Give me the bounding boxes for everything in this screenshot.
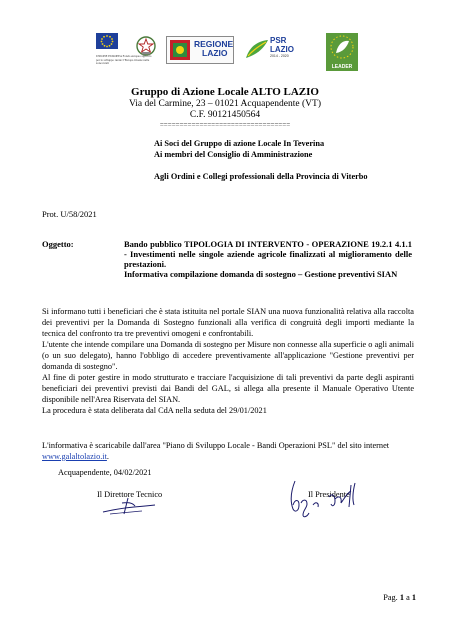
subject-text-2: Informativa compilazione domanda di sostegno – Gestione preventivi SIAN — [124, 269, 398, 279]
body-paragraph-4: La procedura è stata deliberata dal CdA nella seduta del 29/01/2021 — [42, 406, 267, 415]
addressee-1: Ai Soci del Gruppo di azione Locale In Teverina — [154, 139, 325, 148]
addressees — [154, 139, 368, 183]
leader-label: LEADER — [331, 64, 353, 70]
regione-lazio-logo — [166, 36, 234, 64]
info-paragraph — [42, 440, 414, 462]
emblem-icon — [136, 35, 156, 57]
body-paragraph-1: Si informano tutti i beneficiari che è stata istituita nel portale SIAN una nuova funzionalità relativa alla raccolta dei preventivi per la Domanda di Sostegno funzionali alla verifica di congruità degli importi mediante la tecnica del confronto tra tre preventivi omogeni e confrontabili. — [42, 307, 414, 338]
leader-star-icon — [326, 33, 358, 63]
regione-label-1: REGIONE — [194, 39, 234, 49]
subject-text-1: Bando pubblico TIPOLOGIA DI INTERVENTO - OPERAZIONE 19.2.1 4.1.1 - Investimenti nelle singole aziende agricole finalizzati al miglioramento delle prestazioni. — [124, 239, 412, 269]
body-paragraph-2: L'utente che intende compilare una Domanda di sostegno per Misure non connesse alla superficie o agli animali (o un suo delegato), hanno l'obbligo di accedere preventivamente all'applicazione "Gestione preventivi per domanda di sostegno". — [42, 340, 414, 371]
org-fiscal-code: C.F. 90121450564 — [189, 110, 261, 120]
page-current: 1 — [399, 593, 404, 602]
body-paragraph-3: Al fine di poter gestire in modo strutturato e tracciare l'acquisizione di tali preventivi da parte degli aspiranti beneficiari dei preventivi previsti dai Bandi del GAL, si allega alla presente il Manuale Operativo Utente disponibile nell'Area Riservata del SIAN. — [42, 373, 414, 404]
letter-body — [42, 306, 414, 416]
eu-caption: UNIONE EUROPEA Fondo europeo agricolo per lo sviluppo rurale: l'Europa investe nelle zone rurali — [96, 54, 152, 65]
letterhead — [0, 86, 450, 129]
psr-leaf-icon — [244, 38, 270, 60]
org-address: Via del Carmine, 23 – 01021 Acquapendente (VT) — [128, 99, 321, 109]
info-end: . — [106, 452, 109, 461]
psr-label-2: LAZIO — [270, 44, 294, 54]
eu-flag-icon — [96, 33, 118, 49]
place-date: Acquapendente, 04/02/2021 — [58, 468, 152, 477]
psr-lazio-logo — [244, 36, 304, 68]
addressee-2: Ai membri del Consiglio di Amministrazione — [154, 149, 313, 159]
protocol-number: Prot. U/58/2021 — [42, 209, 97, 219]
website-link[interactable]: www.galaltolazio.it — [42, 452, 107, 461]
page-total: 1 — [411, 593, 416, 602]
page-number — [383, 593, 416, 602]
header-separator: ================================= — [159, 121, 291, 129]
regione-lazio-crest-icon — [169, 39, 191, 61]
org-name: Gruppo di Azione Locale ALTO LAZIO — [131, 86, 319, 98]
italy-emblem — [136, 35, 156, 62]
logo-bar — [96, 33, 414, 73]
president-signature-icon — [285, 477, 365, 521]
psr-years: 2014 - 2020 — [270, 54, 289, 58]
psr-label-1: PSR — [270, 36, 287, 45]
leader-logo — [326, 33, 358, 71]
subject-label: Oggetto: — [42, 239, 74, 249]
director-signature-icon — [100, 494, 160, 518]
page-label: Pag. — [383, 593, 400, 602]
page-of: a — [404, 593, 412, 602]
signature-label-director: Il Direttore Tecnico — [97, 490, 163, 499]
signature-label-president: Il Presidente — [308, 490, 350, 499]
regione-label-2: LAZIO — [202, 48, 228, 58]
addressee-3: Agli Ordini e Collegi professionali della Provincia di Viterbo — [154, 172, 368, 181]
info-text: L'informativa è scaricabile dall'area "Piano di Sviluppo Locale - Bandi Operazioni PSL" del sito internet — [42, 441, 390, 450]
